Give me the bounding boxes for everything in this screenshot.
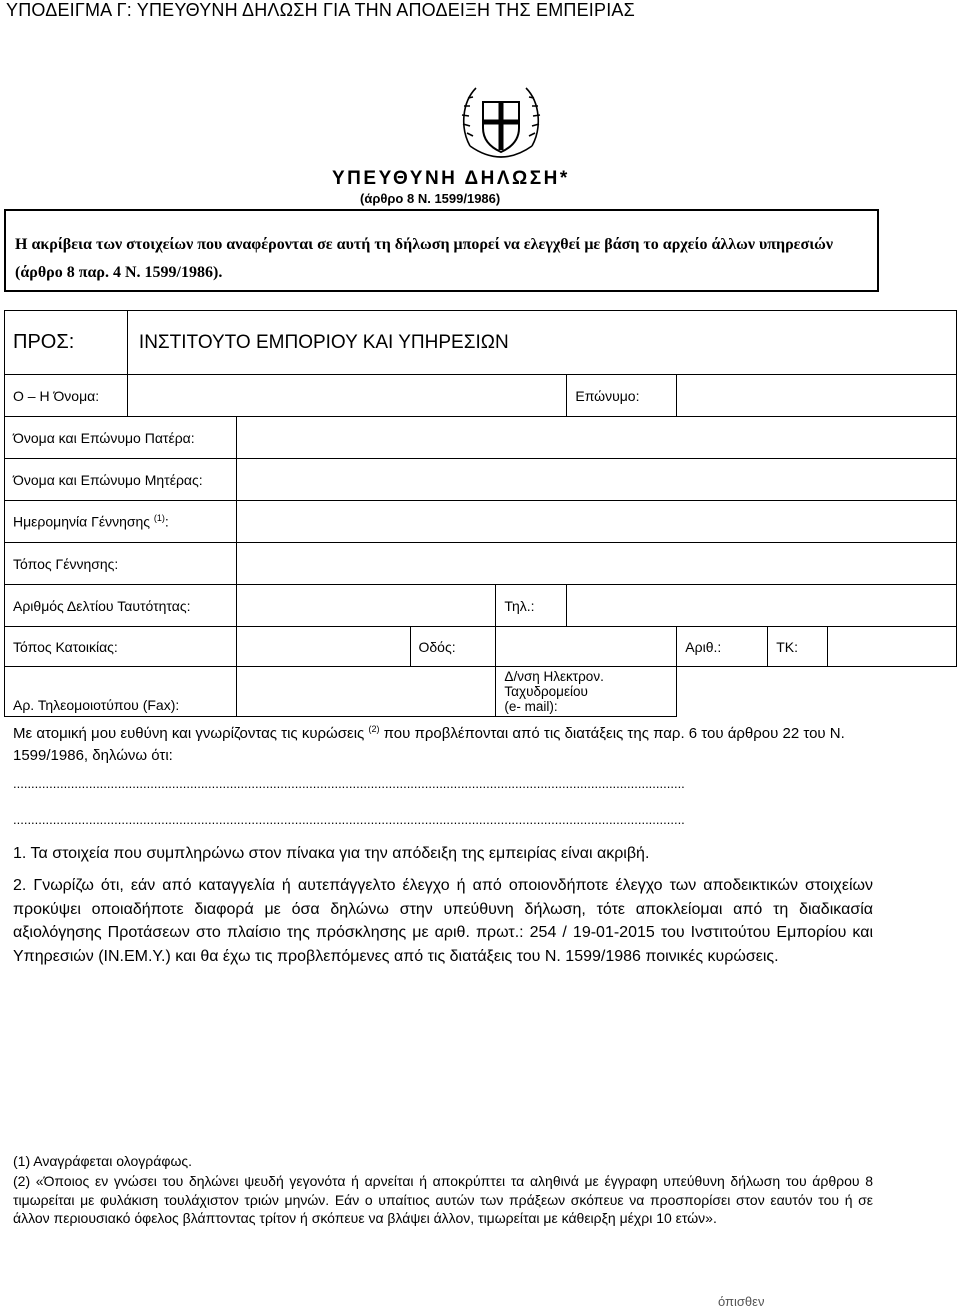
statement-item-1: 1. Τα στοιχεία που συμπληρώνω στον πίνακα για την απόδειξη της εμπειρίας είναι ακριβή. bbox=[13, 845, 650, 862]
fax-field[interactable] bbox=[236, 667, 496, 717]
email-label-cell bbox=[496, 667, 677, 717]
statement-intro bbox=[13, 718, 875, 767]
footnote-2: (2) «Όποιος εν γνώσει του δηλώνει ψευδή γεγονότα ή αρνείται ή αποκρύπτει τα αληθινά με έγγραφη υπεύθυνη δήλωση του άρθρου 8 τιμωρείται με φυλάκιση τουλάχιστον τριών μηνών. Εάν ο υπαίτιος αυτών των πράξεων σκόπευε να προσπορίσει στον εαυτόν του ή σε άλλον περιουσιακό όφελος βλάπτοντας τρίτον ή σκόπευε να βλάψει άλλον, τιμωρείται με κάθειρξη μέχρι 10 ετών». bbox=[13, 1173, 873, 1226]
email-label-line-1: Δ/νση Ηλεκτρον. bbox=[504, 669, 604, 684]
dotted-line-2[interactable]: .......................................................................................................................................................................................... bbox=[13, 812, 685, 827]
residence-label: Τόπος Κατοικίας: bbox=[5, 627, 237, 667]
page-heading: ΥΠΟΔΕΙΓΜΑ Γ: ΥΠΕΥΘΥΝΗ ΔΗΛΩΣΗ ΓΙΑ ΤΗΝ ΑΠΟΔΕΙΞΗ ΤΗΣ ΕΜΠΕΙΡΙΑΣ bbox=[6, 0, 635, 20]
notice-line-2: (άρθρο 8 παρ. 4 Ν. 1599/1986). bbox=[15, 264, 223, 281]
declaration-subtitle: (άρθρο 8 Ν. 1599/1986) bbox=[360, 191, 501, 206]
email-field[interactable] bbox=[677, 667, 957, 717]
pros-value-cell bbox=[127, 311, 956, 375]
email-label-line-2: Ταχυδρομείου bbox=[504, 684, 588, 699]
mother-name-field[interactable] bbox=[236, 459, 956, 501]
id-number-field[interactable] bbox=[236, 585, 496, 627]
birthplace-field[interactable] bbox=[236, 543, 956, 585]
residence-field[interactable] bbox=[236, 627, 410, 667]
statement-intro-b: που προβλέπονται από τις διατάξεις της παρ. 6 του άρθρου 22 του Ν. 1599/1986, δηλώνω ότι: bbox=[13, 725, 845, 764]
pros-value: ΙΝΣΤΙΤΟΥΤΟ ΕΜΠΟΡΙΟΥ ΚΑΙ ΥΠΗΡΕΣΙΩΝ bbox=[138, 331, 509, 353]
father-name-field[interactable] bbox=[236, 417, 956, 459]
footnote-ref-1: (1) bbox=[153, 513, 165, 524]
street-field[interactable] bbox=[496, 627, 677, 667]
notice-line-1: Η ακρίβεια των στοιχείων που αναφέρονται σε αυτή τη δήλωση μπορεί να ελεγχθεί με βάση το αρχείο άλλων υπηρεσιών bbox=[15, 236, 834, 253]
postcode-field[interactable] bbox=[828, 627, 957, 667]
postcode-label: ΤΚ: bbox=[768, 627, 828, 667]
birthdate-label-cell bbox=[5, 501, 237, 543]
birthdate-label: Ημερομηνία Γέννησης bbox=[13, 513, 151, 530]
surname-field[interactable] bbox=[677, 375, 957, 417]
street-label: Οδός: bbox=[410, 627, 496, 667]
birthdate-field[interactable] bbox=[236, 501, 956, 543]
email-label-line-3: (e- mail): bbox=[504, 699, 558, 714]
statement-intro-a: Με ατομική μου ευθύνη και γνωρίζοντας τις κυρώσεις bbox=[13, 725, 365, 742]
greek-coat-of-arms-icon bbox=[458, 76, 544, 168]
fax-label: Αρ. Τηλεομοιοτύπου (Fax): bbox=[5, 667, 237, 717]
statement-item-2: 2. Γνωρίζω ότι, εάν από καταγγελία ή αυτεπάγγελτο έλεγχο ή από οποιονδήποτε έλεγχο των αποδεικτικών στοιχείων προκύψει οποιαδήποτε διαφορά με όσα δηλώνω στην υπεύθυνη δήλωση, τότε αποκλείομαι από τη διαδικασία αξιολόγησης Προτάσεων στο πλαίσιο της πρόσκλησης με αριθ. πρωτ.: 254 / 19-01-2015 του Ινστιτούτου Εμπορίου και Υπηρεσιών (ΙΝ.ΕΜ.Υ.) και θα έχω τις προβλεπόμενες από τις διατάξεις του Ν. 1599/1986 ποινικές κυρώσεις. bbox=[13, 877, 873, 965]
page-turn-note: όπισθεν bbox=[718, 1294, 765, 1309]
phone-label: Τηλ.: bbox=[496, 585, 567, 627]
personal-details-table bbox=[4, 310, 957, 717]
phone-field[interactable] bbox=[567, 585, 957, 627]
verification-notice bbox=[4, 209, 879, 292]
surname-label: Επώνυμο: bbox=[567, 375, 677, 417]
declaration-title: ΥΠΕΥΘΥΝΗ ΔΗΛΩΣΗ* bbox=[332, 168, 570, 189]
name-field[interactable] bbox=[127, 375, 566, 417]
name-label: Ο – Η Όνομα: bbox=[5, 375, 128, 417]
birthplace-label: Τόπος Γέννησης: bbox=[5, 543, 237, 585]
pros-label-cell bbox=[5, 311, 128, 375]
id-number-label: Αριθμός Δελτίου Ταυτότητας: bbox=[5, 585, 237, 627]
footnote-1: (1) Αναγράφεται ολογράφως. bbox=[13, 1153, 193, 1169]
number-label: Αριθ.: bbox=[677, 627, 768, 667]
father-name-label: Όνομα και Επώνυμο Πατέρα: bbox=[5, 417, 237, 459]
footnote-ref-2: (2) bbox=[368, 724, 380, 734]
mother-name-label: Όνομα και Επώνυμο Μητέρας: bbox=[5, 459, 237, 501]
pros-label: ΠΡΟΣ: bbox=[13, 331, 75, 353]
birthdate-colon: : bbox=[164, 513, 169, 530]
dotted-line-1[interactable]: .......................................................................................................................................................................................... bbox=[13, 776, 685, 791]
